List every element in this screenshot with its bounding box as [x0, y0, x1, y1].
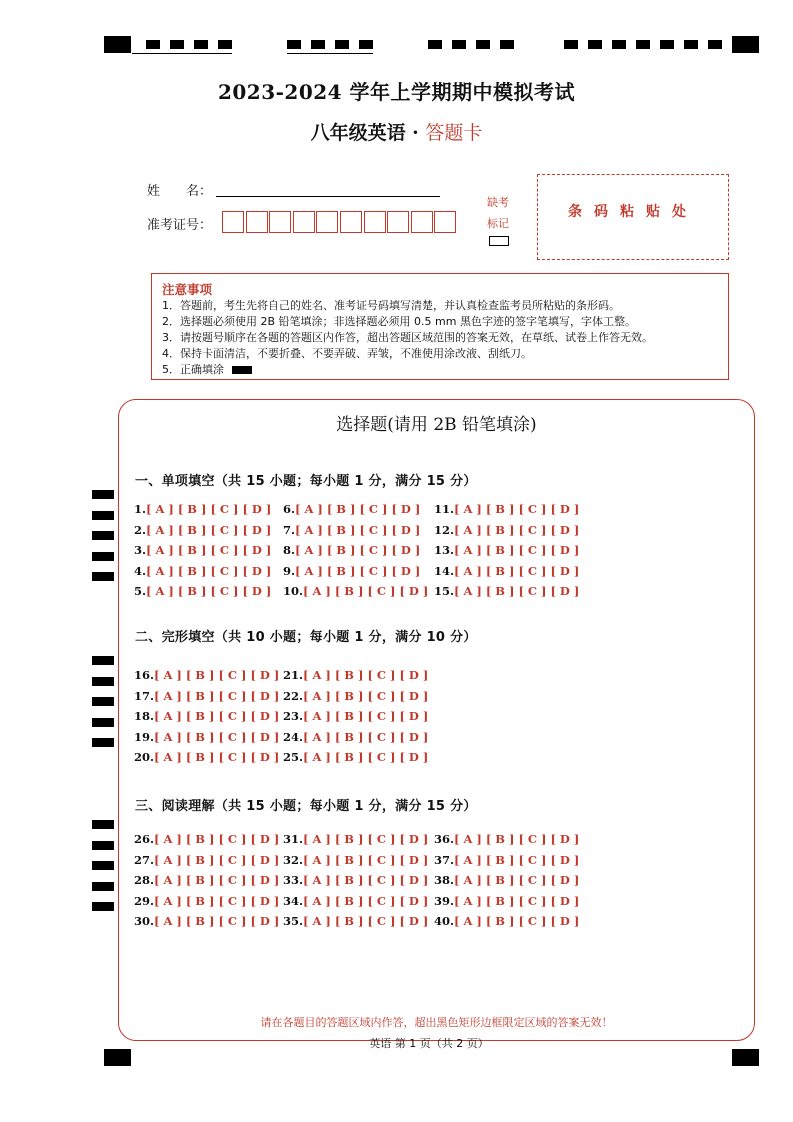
side-timing-mark — [92, 552, 114, 561]
side-timing-mark — [92, 677, 114, 686]
exam-title: 2023-2024 学年上学期期中模拟考试 — [217, 80, 576, 104]
question-number: 10. — [283, 584, 304, 599]
answer-options[interactable]: [ A ] [ B ] [ C ] [ D ] — [146, 584, 272, 599]
question-number: 30. — [134, 914, 155, 929]
question-26[interactable] — [134, 832, 279, 846]
timing-mark — [104, 36, 131, 53]
exam-id-digit-box[interactable] — [340, 211, 362, 233]
answer-options[interactable]: [ A ] [ B ] [ C ] [ D ] — [303, 750, 429, 765]
exam-id-digit-box[interactable] — [434, 211, 456, 233]
question-28[interactable] — [134, 873, 279, 887]
question-32[interactable] — [283, 853, 428, 867]
answer-options[interactable]: [ A ] [ B ] [ C ] [ D ] — [154, 852, 280, 867]
timing-mark — [359, 40, 373, 49]
exam-id-digit-box[interactable] — [246, 211, 268, 233]
question-39[interactable] — [434, 894, 579, 908]
question-2[interactable] — [134, 523, 271, 537]
absent-label-1: 缺考 — [487, 196, 509, 209]
answer-options[interactable]: [ A ] [ B ] [ C ] [ D ] — [154, 750, 280, 765]
answer-options[interactable]: [ A ] [ B ] [ C ] [ D ] — [454, 893, 580, 908]
question-number: 38. — [434, 873, 455, 888]
question-20[interactable] — [134, 750, 279, 764]
question-number: 25. — [283, 750, 304, 765]
question-number: 7. — [283, 522, 296, 537]
answer-options[interactable]: [ A ] [ B ] [ C ] [ D ] — [454, 543, 580, 558]
side-timing-mark — [92, 656, 114, 665]
side-timing-mark — [92, 511, 114, 520]
question-10[interactable] — [283, 584, 428, 598]
answer-options[interactable]: [ A ] [ B ] [ C ] [ D ] — [303, 729, 429, 744]
timing-mark — [146, 40, 160, 49]
question-22[interactable] — [283, 689, 428, 703]
question-number: 6. — [283, 502, 296, 516]
question-number: 4. — [134, 563, 147, 578]
exam-id-digit-box[interactable] — [387, 211, 409, 233]
question-number: 32. — [283, 852, 304, 867]
answer-options[interactable]: [ A ] [ B ] [ C ] [ D ] — [154, 873, 280, 888]
underline-mark — [132, 53, 232, 54]
question-33[interactable] — [283, 873, 428, 887]
timing-mark — [428, 40, 442, 49]
answer-options[interactable]: [ A ] [ B ] [ C ] [ D ] — [295, 502, 421, 516]
side-timing-mark — [92, 697, 114, 706]
timing-mark — [732, 1049, 759, 1066]
absent-label-2: 标记 — [487, 217, 509, 230]
side-timing-mark — [92, 718, 114, 727]
exam-id-digit-box[interactable] — [269, 211, 291, 233]
side-timing-mark — [92, 490, 114, 499]
question-25[interactable] — [283, 750, 428, 764]
timing-mark — [476, 40, 490, 49]
timing-mark — [194, 40, 208, 49]
answer-options[interactable]: [ A ] [ B ] [ C ] [ D ] — [454, 914, 580, 929]
subtitle-accent: 答题卡 — [425, 122, 483, 144]
question-11[interactable] — [434, 502, 579, 516]
timing-mark — [732, 36, 759, 53]
timing-mark — [287, 40, 301, 49]
exam-id-digit-box[interactable] — [364, 211, 386, 233]
question-5[interactable] — [134, 584, 271, 598]
notice-item: 1．答题前，考生先将自己的姓名、准考证号码填写清楚，并认真检查监考员所粘贴的条形码。 — [162, 299, 620, 312]
question-number: 28. — [134, 873, 155, 888]
question-number: 27. — [134, 852, 155, 867]
answer-options[interactable]: [ A ] [ B ] [ C ] [ D ] — [146, 563, 272, 578]
question-7[interactable] — [283, 523, 420, 537]
question-number: 2. — [134, 522, 147, 537]
absent-checkbox[interactable] — [489, 236, 509, 246]
question-number: 23. — [283, 709, 304, 724]
question-number: 20. — [134, 750, 155, 765]
question-6[interactable] — [283, 502, 420, 516]
side-timing-mark — [92, 738, 114, 747]
question-number: 15. — [434, 584, 455, 599]
timing-mark — [660, 40, 674, 49]
exam-id-digit-box[interactable] — [316, 211, 338, 233]
notice-item: 4．保持卡面清洁，不要折叠、不要弄破、弄皱，不准使用涂改液、刮纸刀。 — [162, 347, 532, 360]
timing-mark — [708, 40, 722, 49]
question-31[interactable] — [283, 832, 428, 846]
notice-item — [162, 362, 718, 378]
question-24[interactable] — [283, 730, 428, 744]
answer-options[interactable]: [ A ] [ B ] [ C ] [ D ] — [454, 584, 580, 599]
question-number: 16. — [134, 668, 155, 682]
answer-options[interactable]: [ A ] [ B ] [ C ] [ D ] — [303, 688, 429, 703]
answer-options[interactable]: [ A ] [ B ] [ C ] [ D ] — [454, 852, 580, 867]
name-field[interactable] — [216, 196, 440, 197]
answer-options[interactable]: [ A ] [ B ] [ C ] [ D ] — [154, 729, 280, 744]
answer-options[interactable]: [ A ] [ B ] [ C ] [ D ] — [303, 584, 429, 599]
answer-options[interactable]: [ A ] [ B ] [ C ] [ D ] — [146, 522, 272, 537]
question-13[interactable] — [434, 543, 579, 557]
question-17[interactable] — [134, 689, 279, 703]
notice-item-text: 5．正确填涂 — [162, 363, 224, 376]
subtitle-main: 八年级英语 · — [310, 122, 426, 144]
question-30[interactable] — [134, 914, 279, 928]
question-1[interactable] — [134, 502, 271, 516]
answer-options[interactable]: [ A ] [ B ] [ C ] [ D ] — [154, 914, 280, 929]
question-number: 34. — [283, 893, 304, 908]
question-19[interactable] — [134, 730, 279, 744]
timing-mark — [684, 40, 698, 49]
question-number: 37. — [434, 852, 455, 867]
side-timing-mark — [92, 861, 114, 870]
question-12[interactable] — [434, 523, 579, 537]
notice-item: 2．选择题必须使用 2B 铅笔填涂；非选择题必须用 0.5 mm 黑色字迹的签字笔填写，字体工整。 — [162, 315, 636, 328]
question-14[interactable] — [434, 564, 579, 578]
name-label: 姓 名： — [147, 184, 213, 199]
side-timing-mark — [92, 882, 114, 891]
side-timing-mark — [92, 531, 114, 540]
page-number: 英语 第 1 页（共 2 页） — [369, 1037, 489, 1050]
answer-options[interactable]: [ A ] [ B ] [ C ] [ D ] — [154, 688, 280, 703]
question-number: 35. — [283, 914, 304, 929]
timing-mark — [588, 40, 602, 49]
question-number: 24. — [283, 729, 304, 744]
answer-options[interactable]: [ A ] [ B ] [ C ] [ D ] — [303, 832, 429, 846]
timing-mark — [500, 40, 514, 49]
question-number: 18. — [134, 709, 155, 724]
answer-options[interactable]: [ A ] [ B ] [ C ] [ D ] — [154, 832, 280, 846]
question-number: 21. — [283, 668, 304, 682]
question-number: 12. — [434, 522, 455, 537]
answer-options[interactable]: [ A ] [ B ] [ C ] [ D ] — [454, 563, 580, 578]
timing-mark — [104, 1049, 131, 1066]
timing-mark — [218, 40, 232, 49]
question-number: 36. — [434, 832, 455, 846]
card-subtitle — [0, 118, 793, 145]
answer-options[interactable]: [ A ] [ B ] [ C ] [ D ] — [295, 543, 421, 558]
question-36[interactable] — [434, 832, 579, 846]
timing-mark — [170, 40, 184, 49]
exam-id-digit-box[interactable] — [411, 211, 433, 233]
question-16[interactable] — [134, 668, 279, 682]
question-27[interactable] — [134, 853, 279, 867]
timing-mark — [564, 40, 578, 49]
barcode-area — [537, 174, 729, 260]
question-number: 17. — [134, 688, 155, 703]
answer-options[interactable]: [ A ] [ B ] [ C ] [ D ] — [303, 914, 429, 929]
answer-options[interactable]: [ A ] [ B ] [ C ] [ D ] — [154, 893, 280, 908]
section-heading: 二、完形填空（共 10 小题；每小题 1 分，满分 10 分） — [135, 630, 477, 645]
answer-options[interactable]: [ A ] [ B ] [ C ] [ D ] — [154, 709, 280, 724]
side-timing-mark — [92, 902, 114, 911]
question-number: 29. — [134, 893, 155, 908]
section-heading: 三、阅读理解（共 15 小题；每小题 1 分，满分 15 分） — [135, 799, 477, 814]
answer-options[interactable]: [ A ] [ B ] [ C ] [ D ] — [303, 873, 429, 888]
notice-title: 注意事项 — [162, 282, 213, 297]
question-40[interactable] — [434, 914, 579, 928]
question-34[interactable] — [283, 894, 428, 908]
question-8[interactable] — [283, 543, 420, 557]
answer-options[interactable]: [ A ] [ B ] [ C ] [ D ] — [454, 873, 580, 888]
answer-options[interactable]: [ A ] [ B ] [ C ] [ D ] — [303, 709, 429, 724]
timing-mark — [335, 40, 349, 49]
question-number: 8. — [283, 543, 296, 558]
question-number: 31. — [283, 832, 304, 846]
answer-options[interactable]: [ A ] [ B ] [ C ] [ D ] — [146, 543, 272, 558]
question-number: 19. — [134, 729, 155, 744]
answer-options[interactable]: [ A ] [ B ] [ C ] [ D ] — [303, 852, 429, 867]
answer-options[interactable]: [ A ] [ B ] [ C ] [ D ] — [454, 832, 580, 846]
question-38[interactable] — [434, 873, 579, 887]
exam-id-digit-box[interactable] — [293, 211, 315, 233]
timing-mark — [612, 40, 626, 49]
section-heading: 一、单项填空（共 15 小题；每小题 1 分，满分 15 分） — [135, 474, 477, 489]
exam-id-digit-box[interactable] — [222, 211, 244, 233]
question-number: 9. — [283, 563, 296, 578]
id-label: 准考证号： — [147, 218, 213, 233]
answer-options[interactable]: [ A ] [ B ] [ C ] [ D ] — [454, 502, 580, 516]
question-number: 14. — [434, 563, 455, 578]
answer-options[interactable]: [ A ] [ B ] [ C ] [ D ] — [146, 502, 272, 516]
side-timing-mark — [92, 841, 114, 850]
timing-mark — [636, 40, 650, 49]
choice-title: 选择题(请用 2B 铅笔填涂) — [336, 415, 537, 435]
question-number: 3. — [134, 543, 147, 558]
question-number: 26. — [134, 832, 155, 846]
notice-box — [151, 273, 729, 380]
question-29[interactable] — [134, 894, 279, 908]
question-15[interactable] — [434, 584, 579, 598]
question-number: 39. — [434, 893, 455, 908]
underline-mark — [287, 53, 373, 54]
question-35[interactable] — [283, 914, 428, 928]
timing-mark — [452, 40, 466, 49]
question-number: 40. — [434, 914, 455, 929]
timing-mark — [311, 40, 325, 49]
answer-options[interactable]: [ A ] [ B ] [ C ] [ D ] — [295, 522, 421, 537]
question-21[interactable] — [283, 668, 428, 682]
question-18[interactable] — [134, 709, 279, 723]
filled-sample-mark — [232, 366, 252, 374]
question-number: 11. — [434, 502, 455, 516]
footer-warning: 请在各题目的答题区域内作答，超出黑色矩形边框限定区域的答案无效！ — [260, 1016, 613, 1029]
question-23[interactable] — [283, 709, 428, 723]
side-timing-mark — [92, 820, 114, 829]
question-9[interactable] — [283, 564, 420, 578]
side-timing-mark — [92, 572, 114, 581]
question-number: 33. — [283, 873, 304, 888]
notice-item: 3．请按题号顺序在各题的答题区内作答，超出答题区域范围的答案无效，在草纸、试卷上作答无效。 — [162, 331, 653, 344]
answer-options[interactable]: [ A ] [ B ] [ C ] [ D ] — [154, 668, 280, 682]
question-number: 5. — [134, 584, 147, 599]
question-number: 13. — [434, 543, 455, 558]
question-number: 1. — [134, 502, 147, 516]
question-4[interactable] — [134, 564, 271, 578]
question-37[interactable] — [434, 853, 579, 867]
answer-options[interactable]: [ A ] [ B ] [ C ] [ D ] — [295, 563, 421, 578]
question-3[interactable] — [134, 543, 271, 557]
answer-options[interactable]: [ A ] [ B ] [ C ] [ D ] — [303, 668, 429, 682]
answer-options[interactable]: [ A ] [ B ] [ C ] [ D ] — [303, 893, 429, 908]
answer-options[interactable]: [ A ] [ B ] [ C ] [ D ] — [454, 522, 580, 537]
question-number: 22. — [283, 688, 304, 703]
barcode-label: 条码粘贴处 — [568, 204, 698, 220]
